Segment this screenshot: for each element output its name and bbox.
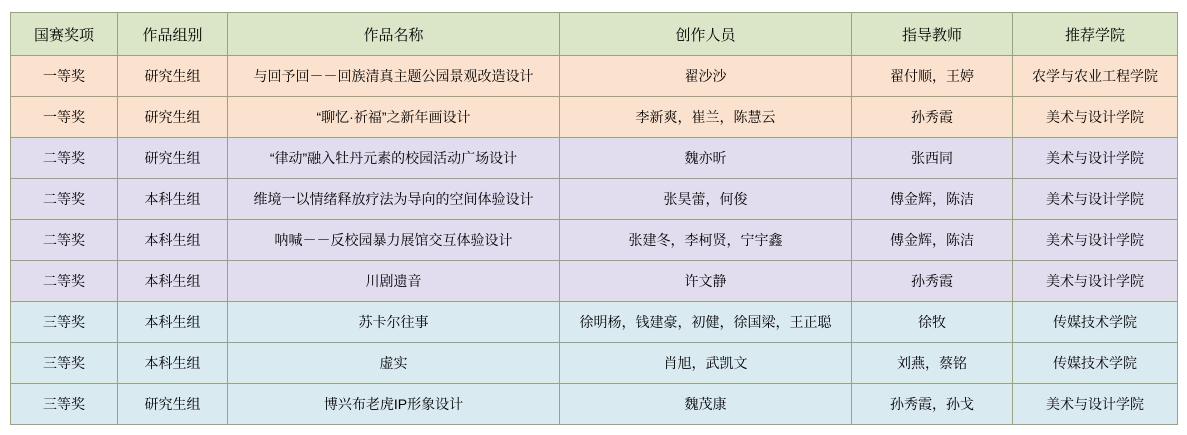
cell-advisors: 孙秀霞，孙戈 [852, 384, 1013, 425]
cell-advisors: 张西同 [852, 138, 1013, 179]
column-header-college: 推荐学院 [1013, 13, 1178, 56]
cell-group: 研究生组 [118, 384, 228, 425]
column-header-creators: 创作人员 [560, 13, 852, 56]
cell-work-title: 呐喊－－反校园暴力展馆交互体验设计 [228, 220, 560, 261]
cell-creators: 魏茂康 [560, 384, 852, 425]
cell-college: 美术与设计学院 [1013, 261, 1178, 302]
cell-award: 二等奖 [11, 220, 118, 261]
cell-work-title: 川剧遗音 [228, 261, 560, 302]
column-header-group: 作品组别 [118, 13, 228, 56]
cell-college: 农学与农业工程学院 [1013, 56, 1178, 97]
table-row [11, 56, 1178, 97]
cell-work-title: “聊忆·祈福”之新年画设计 [228, 97, 560, 138]
cell-group: 本科生组 [118, 179, 228, 220]
cell-advisors: 傅金辉，陈洁 [852, 179, 1013, 220]
cell-creators: 肖旭，武凯文 [560, 343, 852, 384]
awards-table [10, 12, 1178, 425]
cell-award: 二等奖 [11, 261, 118, 302]
cell-creators: 魏亦昕 [560, 138, 852, 179]
column-header-award: 国赛奖项 [11, 13, 118, 56]
cell-advisors: 刘燕，蔡铭 [852, 343, 1013, 384]
cell-group: 本科生组 [118, 261, 228, 302]
cell-creators: 翟沙沙 [560, 56, 852, 97]
cell-college: 传媒技术学院 [1013, 302, 1178, 343]
cell-award: 二等奖 [11, 138, 118, 179]
column-header-work-title: 作品名称 [228, 13, 560, 56]
column-header-advisors: 指导教师 [852, 13, 1013, 56]
cell-group: 研究生组 [118, 56, 228, 97]
table-body [11, 56, 1178, 425]
cell-work-title: 虚实 [228, 343, 560, 384]
cell-creators: 张昊蕾，何俊 [560, 179, 852, 220]
table-row [11, 138, 1178, 179]
cell-college: 美术与设计学院 [1013, 138, 1178, 179]
table-row [11, 179, 1178, 220]
cell-advisors: 孙秀霞 [852, 97, 1013, 138]
cell-work-title: “律动”融入牡丹元素的校园活动广场设计 [228, 138, 560, 179]
cell-work-title: 维境一以情绪释放疗法为导向的空间体验设计 [228, 179, 560, 220]
cell-college: 美术与设计学院 [1013, 179, 1178, 220]
cell-creators: 许文静 [560, 261, 852, 302]
cell-college: 美术与设计学院 [1013, 97, 1178, 138]
cell-work-title: 苏卡尔往事 [228, 302, 560, 343]
cell-award: 一等奖 [11, 56, 118, 97]
table-row [11, 343, 1178, 384]
cell-group: 研究生组 [118, 97, 228, 138]
cell-advisors: 徐牧 [852, 302, 1013, 343]
cell-advisors: 翟付顺，王婷 [852, 56, 1013, 97]
cell-group: 本科生组 [118, 220, 228, 261]
cell-creators: 张建冬，李柯贤，宁宇鑫 [560, 220, 852, 261]
cell-work-title: 与回予回－－回族清真主题公园景观改造设计 [228, 56, 560, 97]
cell-award: 二等奖 [11, 179, 118, 220]
table-row [11, 220, 1178, 261]
table-row [11, 261, 1178, 302]
cell-college: 传媒技术学院 [1013, 343, 1178, 384]
cell-group: 研究生组 [118, 138, 228, 179]
cell-group: 本科生组 [118, 302, 228, 343]
cell-work-title: 博兴布老虎IP形象设计 [228, 384, 560, 425]
cell-award: 一等奖 [11, 97, 118, 138]
cell-award: 三等奖 [11, 302, 118, 343]
table-header [11, 13, 1178, 56]
cell-creators: 徐明杨，钱建豪，初健，徐国梁，王正聪 [560, 302, 852, 343]
cell-award: 三等奖 [11, 343, 118, 384]
table-header-row [11, 13, 1178, 56]
cell-group: 本科生组 [118, 343, 228, 384]
cell-advisors: 傅金辉，陈洁 [852, 220, 1013, 261]
cell-award: 三等奖 [11, 384, 118, 425]
table-row [11, 97, 1178, 138]
table-row [11, 302, 1178, 343]
cell-advisors: 孙秀霞 [852, 261, 1013, 302]
table-row [11, 384, 1178, 425]
cell-creators: 李新爽，崔兰，陈慧云 [560, 97, 852, 138]
cell-college: 美术与设计学院 [1013, 384, 1178, 425]
cell-college: 美术与设计学院 [1013, 220, 1178, 261]
